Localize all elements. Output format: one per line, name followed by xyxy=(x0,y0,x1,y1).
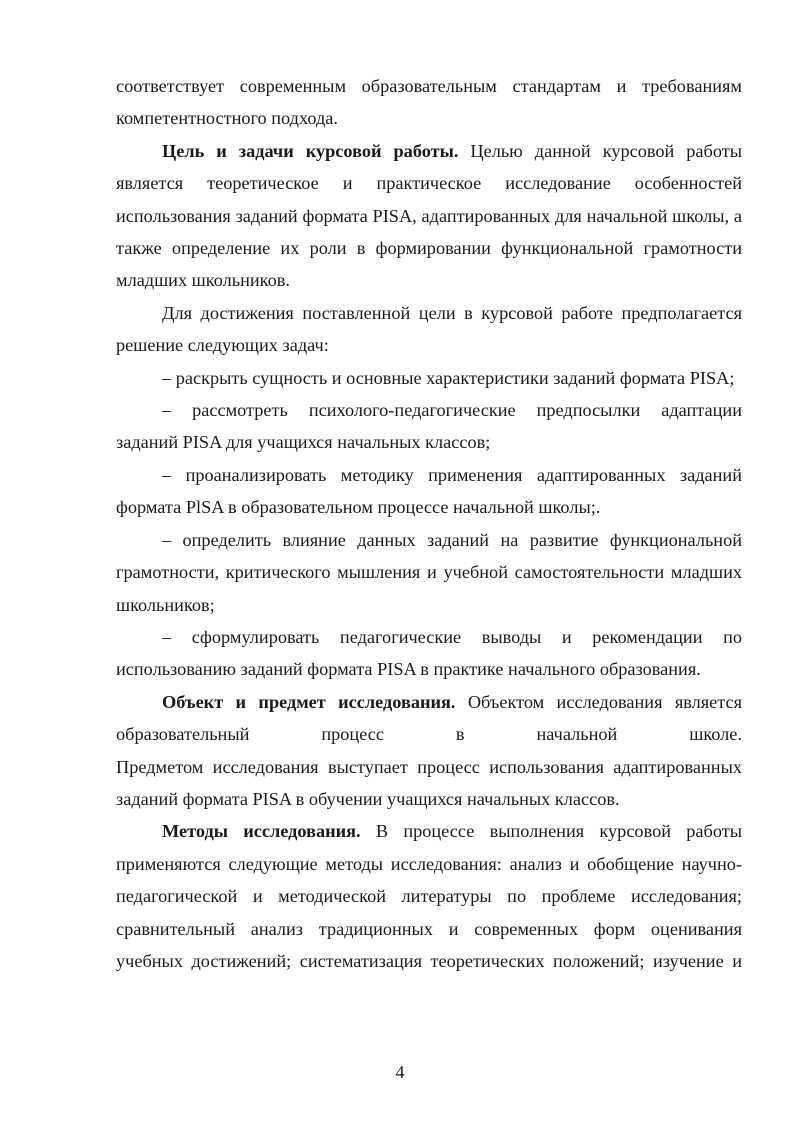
paragraph-heading-goal: Цель и задачи курсовой работы. xyxy=(162,140,459,161)
paragraph-tasks-intro xyxy=(116,297,742,362)
paragraph-methods xyxy=(116,815,742,977)
paragraph-subject xyxy=(116,751,742,816)
list-item-task-2 xyxy=(116,394,742,459)
paragraph-text: В процессе выполнения курсовой работы применяются следующие методы исследования: анализ и обобщение научно-педагогической и методической литературы по проблеме исследования; сравнительный анализ традиционных и современных форм оценивания учебных достижений; систематизация теоретических положений; изучение и xyxy=(116,821,742,971)
list-item-text: – раскрыть сущность и основные характеристики заданий формата PISA; xyxy=(162,367,735,388)
list-item-text: – сформулировать педагогические выводы и рекомендации по использованию заданий формата PISA в практике начального образования. xyxy=(116,626,742,680)
paragraph-text: Предметом исследования выступает процесс использования адаптированных заданий формата PISA в обучении учащихся начальных классов. xyxy=(116,756,742,809)
paragraph-goal xyxy=(116,135,742,297)
paragraph-heading-object: Объект и предмет исследования. xyxy=(162,691,456,712)
list-item-task-1 xyxy=(116,362,742,394)
list-item-task-3 xyxy=(116,459,742,524)
page-number: 4 xyxy=(395,1062,405,1082)
list-item-task-4 xyxy=(116,524,742,621)
paragraph-text: соответствует современным образовательным стандартам и требованиям компетентностного подхода. xyxy=(116,76,742,129)
paragraph-heading-methods: Методы исследования. xyxy=(162,821,361,842)
list-item-task-5 xyxy=(116,621,742,686)
paragraph-intro-continuation xyxy=(116,70,742,135)
paragraph-text: Объектом исследования является образовательный процесс в начальной школе. xyxy=(116,691,743,745)
paragraph-text: Для достижения поставленной цели в курсовой работе предполагается решение следующих задач: xyxy=(116,302,742,356)
paragraph-text: Целью данной курсовой работы является теоретическое и практическое исследование особенностей использования заданий формата PISA, адаптированных для начальной школы, а также определение их роли в формировании функциональной грамотности младших школьников. xyxy=(116,140,742,291)
paragraph-object xyxy=(116,686,742,751)
list-item-text: – рассмотреть психолого-педагогические предпосылки адаптации заданий PISA для учащихся начальных классов; xyxy=(116,400,742,453)
list-item-text: – проанализировать методику применения адаптированных заданий формата PlSA в образовательном процессе начальной школы;. xyxy=(116,464,742,518)
list-item-text: – определить влияние данных заданий на развитие функциональной грамотности, критического мышления и учебной самостоятельности младших школьников; xyxy=(116,529,742,615)
